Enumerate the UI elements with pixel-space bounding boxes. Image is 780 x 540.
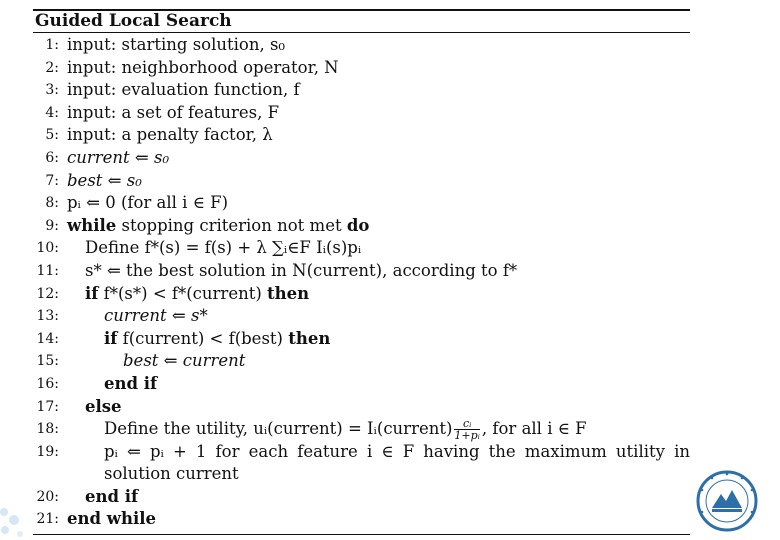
algorithm-line [33,508,690,531]
line-number: 14: [36,330,59,347]
line-number: 5: [45,127,59,144]
line-text: end while [67,509,157,529]
line-text-body: f(current) < f(best) [117,328,289,348]
line-text: end if [104,373,158,393]
algorithm-line [33,283,690,306]
algorithm-line [33,170,690,193]
line-number: 9: [45,217,59,234]
line-text: pᵢ ⇐ 0 (for all i ∈ F) [67,193,229,213]
line-text [67,215,690,238]
algorithm-box [33,9,690,535]
algorithm-line [33,486,690,509]
algorithm-lines [33,33,690,531]
line-text: end if [85,486,139,506]
keyword: if [104,328,118,348]
fraction-denominator: 1+pᵢ [454,429,480,443]
algorithm-line [33,237,690,260]
line-text: Define f*(s) = f(s) + λ ∑ᵢ∈F Iᵢ(s)pᵢ [85,238,362,258]
line-text: input: starting solution, s₀ [67,35,286,54]
fraction [454,418,479,441]
line-number: 15: [36,353,59,370]
line-number: 11: [36,262,59,279]
line-number: 1: [45,37,59,53]
algorithm-line [33,34,690,57]
line-number: 7: [45,172,59,189]
line-text: pᵢ ⇐ pᵢ + 1 for each feature i ∈ F having the maximum utility in solution current [104,441,690,484]
line-number: 10: [36,240,59,257]
algorithm-line [33,124,690,147]
keyword: if [85,283,99,303]
algorithm-line [33,79,690,102]
line-number: 20: [36,488,59,505]
algorithm-line [33,192,690,215]
algorithm-line [33,215,690,238]
algorithm-line [33,350,690,373]
decorative-dots-graphic [0,500,30,540]
algorithm-line [33,328,690,351]
line-text: current ⇐ s* [104,306,208,326]
line-text: best ⇐ s₀ [67,170,142,190]
line-text [85,283,690,306]
algorithm-title: Guided Local Search [35,11,232,31]
line-number: 19: [36,443,59,460]
line-text: input: a set of features, F [67,102,280,122]
line-number: 13: [36,308,59,325]
line-text: input: neighborhood operator, N [67,57,339,77]
line-text: input: a penalty factor, λ [67,125,273,145]
algorithm-line [33,441,690,486]
line-number: 18: [36,421,59,438]
line-text: else [85,396,122,416]
line-number: 8: [45,195,59,212]
line-number: 12: [36,285,59,302]
keyword: then [267,283,310,303]
line-text [104,418,690,441]
line-text: best ⇐ current [123,351,246,371]
line-text: s* ⇐ the best solution in N(current), according to f* [85,260,518,280]
line-text: input: evaluation function, f [67,80,300,100]
line-text [104,328,690,351]
algorithm-line [33,373,690,396]
algorithm-line [33,396,690,419]
keyword: do [346,215,370,235]
line-number: 21: [36,511,59,528]
algorithm-line [33,305,690,328]
keyword: then [288,328,331,348]
line-text-after: , for all i ∈ F [481,419,587,439]
algorithm-line [33,418,690,441]
line-number: 17: [36,398,59,415]
line-text-body: f*(s*) < f*(current) [98,283,268,303]
bottom-rule [33,534,690,535]
line-text-body: stopping criterion not met [116,215,347,235]
line-text-body: Define the utility, uᵢ(current) = Iᵢ(current) [104,419,453,439]
algorithm-line [33,57,690,80]
line-number: 3: [45,82,59,99]
line-text: current ⇐ s₀ [67,147,170,167]
university-logo [696,470,758,532]
fraction-numerator: cᵢ [454,418,479,430]
algorithm-line [33,260,690,283]
line-number: 4: [45,104,59,121]
line-number: 2: [45,59,59,76]
keyword: while [67,215,117,235]
algorithm-line [33,147,690,170]
line-number: 6: [45,149,59,166]
line-number: 16: [36,375,59,392]
algorithm-line [33,102,690,125]
